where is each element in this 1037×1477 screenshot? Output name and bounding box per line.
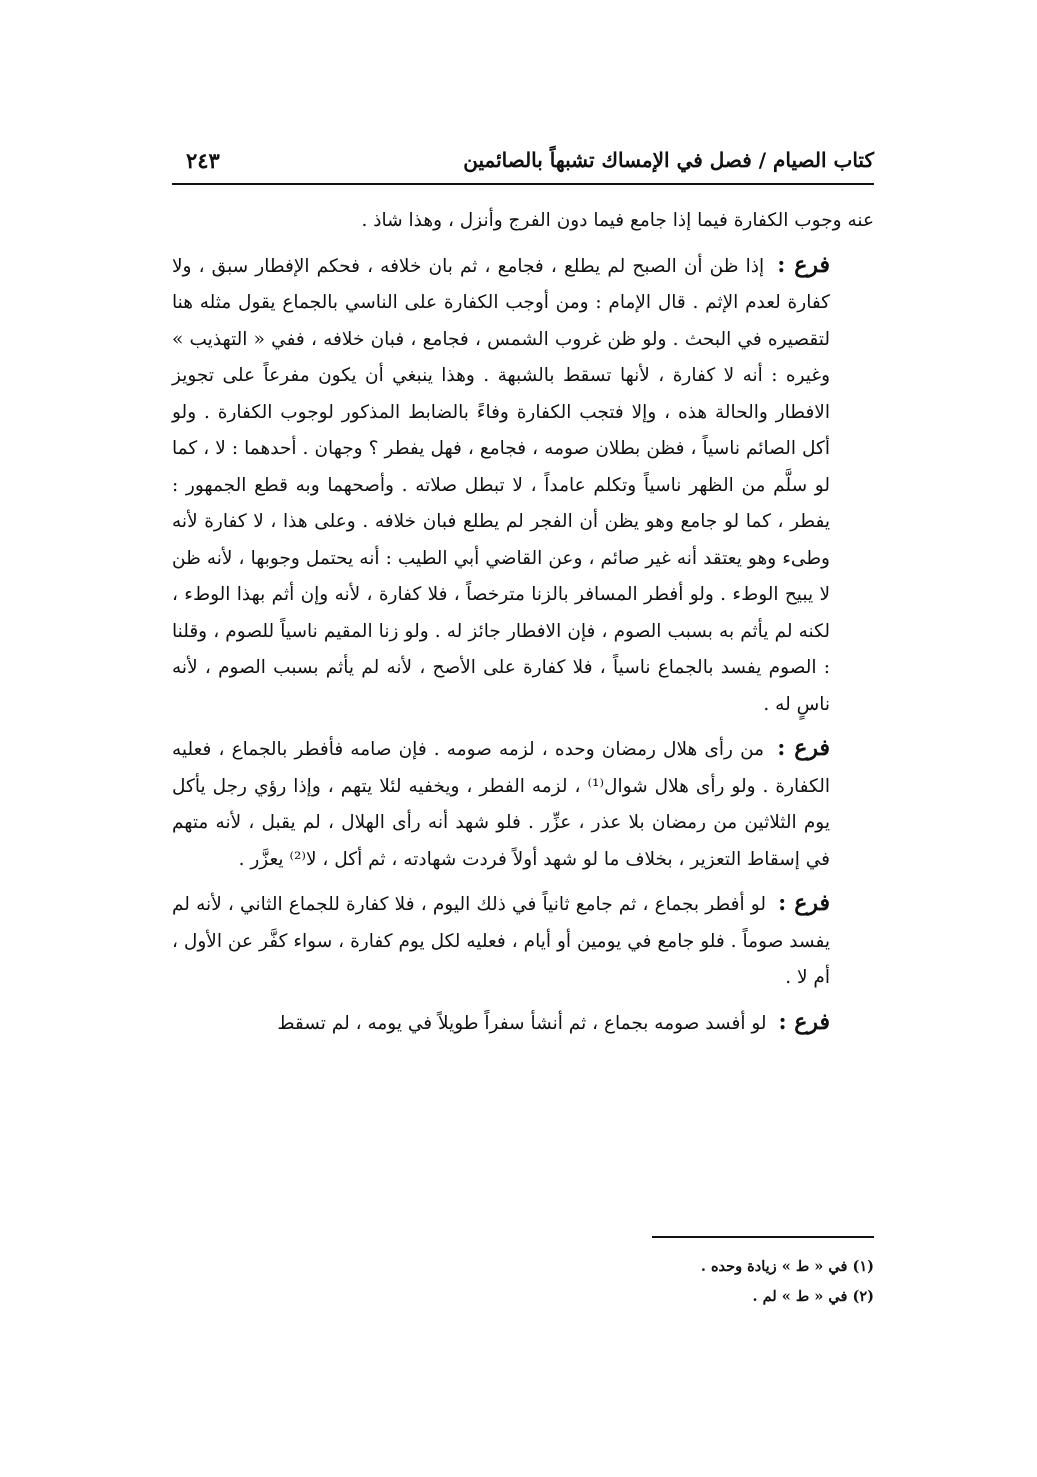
header-rule	[172, 183, 874, 185]
paragraph-text: عنه وجوب الكفارة فيما إذا جامع فيما دون الفرج وأنزل ، وهذا شاذ .	[361, 210, 874, 231]
running-header	[172, 140, 874, 182]
paragraph-text: لو أفسد صومه بجماع ، ثم أنشأ سفراً طويلاً في يومه ، لم تسقط	[277, 1012, 767, 1034]
page-number: ٢٤٣	[186, 148, 220, 173]
footnotes	[560, 1252, 874, 1312]
far-heading: فرع :	[777, 735, 830, 761]
footnote-1: (١) في « ط » زيادة وحده .	[700, 1258, 874, 1275]
paragraph-text: لو أفطر بجماع ، ثم جامع ثانياً في ذلك اليوم ، فلا كفارة للجماع الثاني ، لأنه لم يفسد صوماً . فلو جامع في يومين أو أيام ، فعليه لكل يوم كفارة ، سواء كفَّر عن الأول ، أم لا .	[172, 894, 830, 988]
far-heading: فرع :	[777, 251, 830, 278]
far-heading: فرع :	[778, 890, 831, 916]
paragraph-text: من رأى هلال رمضان وحده ، لزمه صومه . فإن صامه فأفطر بالجماع ، فعليه الكفارة . ولو رأى هلال شوال⁽¹⁾ ، لزمه الفطر ، ويخفيه لئلا يتهم ، وإذا رؤي رجل يأكل يوم الثلاثين من رمضان بلا عذر ، عزِّر . فلو شهد أنه رأى الهلال ، لم يقبل ، لأنه متهم في إسقاط التعزير ، بخلاف ما لو شهد أولاً فردت شهادته ، ثم أكل ، لا⁽²⁾ يعزَّر .	[172, 739, 830, 870]
paragraph-continuation	[172, 203, 874, 240]
far-heading: فرع :	[778, 1008, 830, 1035]
footnote-2: (٢) في « ط » لم .	[752, 1288, 874, 1305]
paragraph-far-1	[172, 247, 874, 724]
main-text	[172, 203, 874, 1049]
paragraph-text: إذا ظن أن الصبح لم يطلع ، فجامع ، ثم بان خلافه ، فحكم الإفطار سبق ، ولا كفارة لعدم الإثم . قال الإمام : ومن أوجب الكفارة على الناسي بالجماع يقول مثله هنا لتقصيره في البحث . ولو ظن غروب الشمس ، فجامع ، فبان خلافه ، ففي « التهذيب » وغيره : أنه لا كفارة ، لأنها تسقط بالشبهة . وهذا ينبغي أن يكون مفرعاً على تجويز الافطار والحالة هذه ، وإلا فتجب الكفارة وفاءً بالضابط المذكور لوجوب الكفارة . ولو أكل الصائم ناسياً ، فظن بطلان صومه ، فجامع ، فهل يفطر ؟ وجهان . أحدهما : لا ، كما لو سلَّم من الظهر ناسياً وتكلم عامداً ، لا تبطل صلاته . وأصحهما وبه قطع الجمهور : يفطر ، كما لو جامع وهو يظن أن الفجر لم يطلع فبان خلافه . وعلى هذا ، لا كفارة لأنه وطىء وهو يعتقد أنه غير صائم ، وعن القاضي أبي الطيب : أنه يحتمل وجوبها ، لأنه ظن لا يبيح الوطء . ولو أفطر المسافر بالزنا مترخصاً ، فلا كفارة ، لأنه وإن أثم بهذا الوطء ، لكنه لم يأثم به بسبب الصوم ، فإن الافطار جائز له . ولو زنا المقيم ناسياً للصوم ، وقلنا : الصوم يفسد بالجماع ناسياً ، فلا كفارة على الأصح ، لأنه لم يأثم بسبب الصوم ، لأنه ناسٍ له .	[172, 255, 830, 715]
paragraph-far-4	[172, 1004, 874, 1043]
paragraph-far-2	[172, 730, 874, 878]
footnote-rule	[652, 1236, 874, 1238]
paragraph-far-3	[172, 885, 874, 997]
running-title: كتاب الصيام / فصل في الإمساك تشبهاً بالصائمين	[463, 148, 874, 172]
